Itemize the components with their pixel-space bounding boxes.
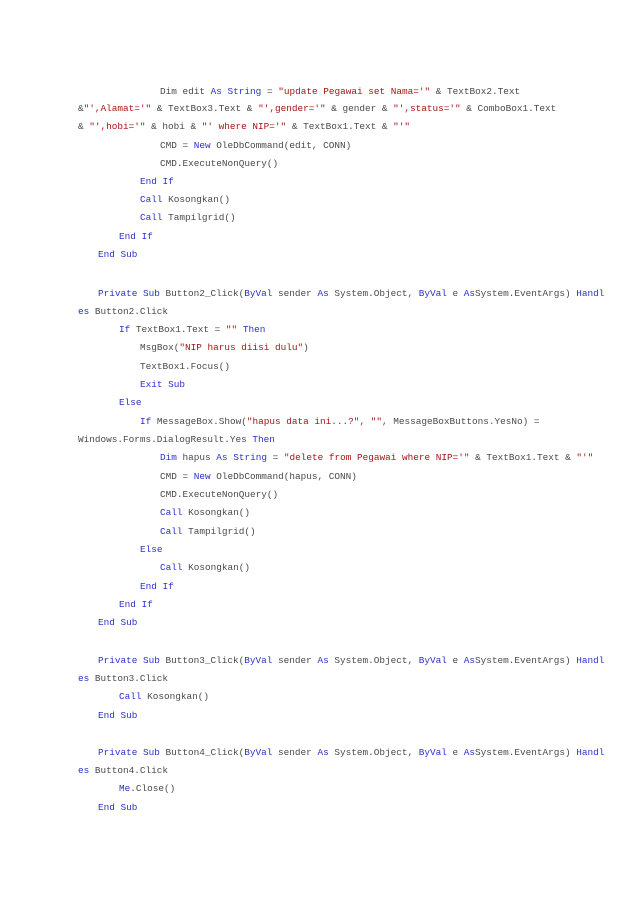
code-text: ) xyxy=(303,342,309,353)
code-keyword: As xyxy=(317,288,329,299)
code-keyword: Call xyxy=(160,526,183,537)
code-text: CMD = xyxy=(160,471,194,482)
code-text: System.Object, xyxy=(328,747,419,758)
code-keyword: As xyxy=(463,288,476,299)
code-keyword: es xyxy=(78,673,90,684)
code-keyword: Call xyxy=(160,507,183,518)
code-string: "',gender='" xyxy=(258,103,326,114)
code-text: Kosongkan() xyxy=(162,194,231,205)
code-keyword: Private Sub xyxy=(98,288,160,299)
code-text: TextBox1.Text = xyxy=(130,324,226,335)
code-string: "hapus data ini...?" xyxy=(246,416,360,427)
code-keyword: Handl xyxy=(576,747,605,758)
code-keyword: Dim xyxy=(160,452,177,463)
code-text: Dim edit xyxy=(160,86,211,97)
code-string: "',hobi='" xyxy=(89,121,146,132)
code-keyword: As xyxy=(463,747,476,758)
code-text: Button2.Click xyxy=(89,306,169,317)
code-keyword: End Sub xyxy=(98,802,138,813)
code-text: & ComboBox1.Text xyxy=(460,103,557,114)
code-keyword: ByVal xyxy=(418,288,447,299)
code-keyword: Handl xyxy=(576,288,605,299)
code-keyword: End If xyxy=(140,581,174,592)
code-text: sender xyxy=(272,747,318,758)
code-keyword: As xyxy=(210,86,222,97)
code-keyword: Call xyxy=(119,691,142,702)
code-line xyxy=(119,324,265,336)
code-line xyxy=(160,452,593,464)
code-string: "" xyxy=(370,416,382,427)
code-text: Kosongkan() xyxy=(182,562,251,573)
code-line xyxy=(119,231,153,243)
code-line xyxy=(160,562,250,574)
code-keyword: ByVal xyxy=(244,747,273,758)
code-string: "delete from Pegawai where NIP='" xyxy=(283,452,470,463)
code-text: System.Object, xyxy=(328,655,419,666)
code-text: = xyxy=(261,86,279,97)
code-text: e xyxy=(446,747,464,758)
code-line xyxy=(78,673,168,685)
code-text: e xyxy=(446,655,464,666)
code-text: .Close() xyxy=(130,783,176,794)
code-text: Windows.Forms.DialogResult.Yes xyxy=(78,434,253,445)
code-string: "NIP harus diisi dulu" xyxy=(179,342,304,353)
code-line xyxy=(98,288,604,300)
code-keyword: As xyxy=(317,747,329,758)
code-text: Kosongkan() xyxy=(182,507,251,518)
code-line xyxy=(160,140,351,152)
code-keyword: If xyxy=(119,324,131,335)
code-line xyxy=(140,212,236,224)
code-keyword: End Sub xyxy=(98,710,138,721)
code-keyword: New xyxy=(193,140,211,151)
code-line xyxy=(119,783,175,795)
code-line xyxy=(140,581,174,593)
code-text: & TextBox2.Text xyxy=(430,86,521,97)
code-text: , xyxy=(359,416,371,427)
code-text: Button4.Click xyxy=(89,765,169,776)
code-keyword: es xyxy=(78,306,90,317)
code-keyword: End Sub xyxy=(98,249,138,260)
code-line xyxy=(119,691,209,703)
code-keyword: As xyxy=(216,452,228,463)
code-keyword: End If xyxy=(119,231,153,242)
code-text: Tampilgrid() xyxy=(182,526,256,537)
code-string: "update Pegawai set Nama='" xyxy=(278,86,431,97)
code-keyword: If xyxy=(140,416,152,427)
code-text: sender xyxy=(272,655,318,666)
code-text: = xyxy=(266,452,284,463)
code-line xyxy=(160,507,250,519)
code-line xyxy=(140,544,163,556)
code-text: MessageBox.Show( xyxy=(151,416,247,427)
code-text: & xyxy=(78,121,90,132)
code-line xyxy=(78,121,410,133)
code-string: "" xyxy=(225,324,238,335)
code-text: hapus xyxy=(176,452,217,463)
code-text: OleDbCommand(hapus, CONN) xyxy=(210,471,357,482)
code-line xyxy=(78,306,168,318)
code-line xyxy=(98,747,604,759)
code-keyword: End Sub xyxy=(98,617,138,628)
code-text: MsgBox( xyxy=(140,342,180,353)
code-keyword: New xyxy=(193,471,211,482)
code-text: & TextBox3.Text & xyxy=(151,103,259,114)
code-text: System.Object, xyxy=(328,288,419,299)
code-line xyxy=(160,86,520,98)
code-text: & TextBox1.Text & xyxy=(286,121,394,132)
code-line xyxy=(98,802,137,814)
code-text: Tampilgrid() xyxy=(162,212,236,223)
code-string: "'" xyxy=(576,452,594,463)
code-keyword: Then xyxy=(242,324,266,335)
code-line xyxy=(140,176,174,188)
code-line xyxy=(78,434,275,446)
code-text: & gender & xyxy=(325,103,394,114)
code-text: Button3.Click xyxy=(89,673,169,684)
code-string: "'" xyxy=(393,121,410,132)
code-keyword: String xyxy=(227,86,262,97)
code-keyword: ByVal xyxy=(418,747,447,758)
code-line xyxy=(98,655,604,667)
code-keyword: Handl xyxy=(576,655,605,666)
code-text: CMD = xyxy=(160,140,194,151)
code-line xyxy=(160,158,278,170)
code-keyword: Private Sub xyxy=(98,655,160,666)
code-line xyxy=(119,397,142,409)
code-text: TextBox1.Focus() xyxy=(140,361,231,372)
code-keyword: Else xyxy=(119,397,142,408)
code-line xyxy=(119,599,153,611)
code-text: sender xyxy=(272,288,318,299)
code-keyword: Else xyxy=(140,544,163,555)
code-string: "' where NIP='" xyxy=(201,121,287,132)
code-text: & hobi & xyxy=(145,121,202,132)
code-line xyxy=(160,471,357,483)
code-string: "',status='" xyxy=(393,103,461,114)
code-text: Button4_Click( xyxy=(159,747,245,758)
code-keyword: String xyxy=(233,452,267,463)
code-line xyxy=(140,361,230,373)
code-text: OleDbCommand(edit, CONN) xyxy=(210,140,352,151)
code-line xyxy=(140,416,540,428)
code-line xyxy=(160,526,256,538)
code-keyword: As xyxy=(317,655,329,666)
code-keyword: ByVal xyxy=(244,288,273,299)
code-keyword: End If xyxy=(140,176,174,187)
code-keyword: Call xyxy=(140,194,163,205)
code-line xyxy=(98,249,137,261)
code-line xyxy=(160,489,278,501)
code-keyword: ByVal xyxy=(244,655,273,666)
code-line xyxy=(98,710,137,722)
code-text: & xyxy=(78,103,84,114)
code-line xyxy=(78,103,556,115)
code-keyword: End If xyxy=(119,599,153,610)
code-line xyxy=(78,765,168,777)
code-text: e xyxy=(446,288,464,299)
code-keyword: Call xyxy=(140,212,163,223)
code-text: System.EventArgs) xyxy=(475,747,577,758)
code-text: & TextBox1.Text & xyxy=(469,452,577,463)
code-keyword: Call xyxy=(160,562,183,573)
code-text: Button2_Click( xyxy=(159,288,245,299)
code-keyword: Exit Sub xyxy=(140,379,186,390)
code-text: System.EventArgs) xyxy=(475,655,577,666)
code-keyword: Me xyxy=(119,783,131,794)
code-line xyxy=(140,379,185,391)
code-string: "',Alamat='" xyxy=(83,103,152,114)
code-text: Button3_Click( xyxy=(159,655,245,666)
code-line xyxy=(140,194,230,206)
code-keyword: ByVal xyxy=(418,655,447,666)
code-keyword: es xyxy=(78,765,90,776)
code-text: CMD.ExecuteNonQuery() xyxy=(160,158,279,169)
code-text: , MessageBoxButtons.YesNo) = xyxy=(381,416,540,427)
code-text: System.EventArgs) xyxy=(475,288,577,299)
code-keyword: As xyxy=(463,655,476,666)
code-keyword: Then xyxy=(252,434,275,445)
code-line xyxy=(98,617,137,629)
code-line xyxy=(140,342,309,354)
code-keyword: Private Sub xyxy=(98,747,160,758)
code-text: Kosongkan() xyxy=(141,691,210,702)
code-text: CMD.ExecuteNonQuery() xyxy=(160,489,279,500)
